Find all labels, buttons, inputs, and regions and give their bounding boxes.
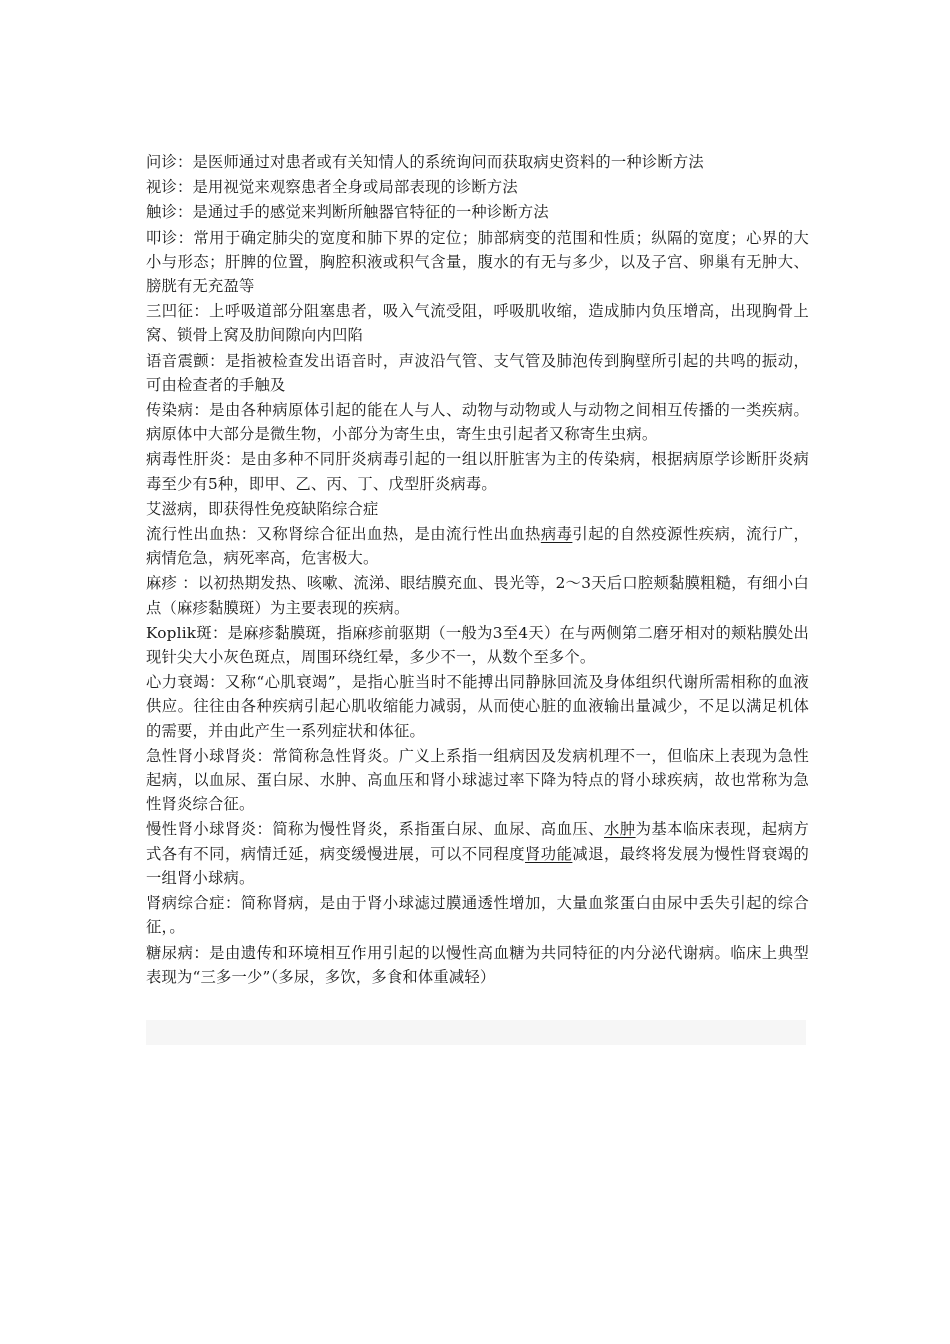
paragraph-text: 麻疹 ：以初热期发热、咳嗽、流涕、眼结膜充血、畏光等，2～3天后口腔颊黏膜粗糙，有细小白点（麻疹黏膜斑）为主要表现的疾病。 (146, 574, 809, 617)
paragraph-text: 视诊：是用视觉来观察患者全身或局部表现的诊断方法 (146, 178, 518, 197)
paragraph-text: 糖尿病：是由遗传和环境相互作用引起的以慢性高血糖为共同特征的内分泌代谢病。临床上典型表现为“三多一少”（多尿，多饮，多食和体重减轻） (146, 943, 809, 986)
paragraph-text: Koplik斑：是麻疹黏膜斑，指麻疹前驱期（一般为3至4天）在与两侧第二磨牙相对的颊粘膜处出现针尖大小灰色斑点，周围环绕红晕，多少不一，从数个至多个。 (146, 623, 809, 667)
paragraph-text: 流行性出血热：又称肾综合征出血热，是由流行性出血热 (146, 525, 541, 544)
paragraph-text: 叩诊：常用于确定肺尖的宽度和肺下界的定位；肺部病变的范围和性质；纵隔的宽度；心界的大小与形态；肝脾的位置，胸腔积液或积气含量，腹水的有无与多少，以及子宫、卵巢有无肿大、膀胱有无充盈等 (146, 228, 809, 296)
paragraph-text: 三凹征：上呼吸道部分阻塞患者，吸入气流受阻，呼吸肌收缩，造成肺内负压增高，出现胸骨上窝、锁骨上窝及肋间隙向内凹陷 (146, 302, 809, 345)
paragraph (146, 621, 809, 669)
paragraph (146, 571, 809, 619)
underlined-term: 病毒 (540, 525, 573, 544)
footer-band (146, 1020, 806, 1045)
paragraph-text: 问诊：是医师通过对患者或有关知情人的系统询问而获取病史资料的一种诊断方法 (146, 153, 704, 171)
paragraph (146, 447, 809, 495)
paragraph-text: 为基本临床表现，起病方式各有不同，病情迁延，病变缓慢进展，可以不同程度 (146, 820, 809, 863)
paragraph (146, 226, 809, 299)
paragraph-text: 慢性肾小球肾炎：简称为慢性肾炎，系指蛋白尿、血尿、高血压、 (146, 820, 604, 839)
underlined-term: 水肿 (603, 820, 636, 839)
paragraph (146, 200, 809, 224)
paragraph (146, 522, 809, 570)
paragraph (146, 349, 809, 397)
paragraph (146, 299, 809, 347)
paragraph-text: 病毒性肝炎：是由多种不同肝炎病毒引起的一组以肝脏害为主的传染病，根据病原学诊断肝炎病毒至少有5种，即甲、乙、丙、丁、戊型肝炎病毒。 (146, 450, 809, 493)
underlined-term: 肾功能 (525, 844, 573, 863)
paragraph (146, 817, 809, 890)
paragraph (146, 891, 809, 939)
paragraph-text: 肾病综合症：简称肾病，是由于肾小球滤过膜通透性增加，大量血浆蛋白由尿中丢失引起的综合征，。 (146, 894, 809, 937)
paragraph (146, 175, 809, 199)
paragraph-text: 触诊：是通过手的感觉来判断所触器官特征的一种诊断方法 (146, 203, 549, 222)
paragraph-text: 引起的自然疫源性疾病，流行广，病情危急，病死率高，危害极大。 (146, 525, 809, 568)
paragraph (146, 941, 809, 989)
paragraph (146, 398, 809, 446)
paragraph (146, 744, 809, 817)
paragraph-text: 急性肾小球肾炎：常简称急性肾炎。广义上系指一组病因及发病机理不一，但临床上表现为急性起病，以血尿、蛋白尿、水肿、高血压和肾小球滤过率下降为特点的肾小球疾病，故也常称为急性肾炎综合征。 (146, 746, 809, 814)
paragraph-text: 语音震颤：是指被检查发出语音时，声波沿气管、支气管及肺泡传到胸壁所引起的共鸣的振动，可由检查者的手触及 (146, 351, 809, 394)
paragraph-text: 心力衰竭：又称“心肌衰竭”，是指心脏当时不能搏出同静脉回流及身体组织代谢所需相称的血液供应。往往由各种疾病引起心肌收缩能力减弱，从而使心脏的血液输出量减少，不足以满足机体的需要，并由此产生一系列症状和体征。 (146, 673, 809, 740)
paragraph-text: 艾滋病，即获得性免疫缺陷综合症 (146, 499, 379, 518)
document-body (146, 150, 809, 990)
paragraph-text: 传染病：是由各种病原体引起的能在人与人、动物与动物或人与动物之间相互传播的一类疾病。病原体中大部分是微生物，小部分为寄生虫，寄生虫引起者又称寄生虫病。 (146, 401, 809, 444)
paragraph-text: 减退，最终将发展为慢性肾衰竭的一组肾小球病。 (146, 844, 809, 887)
paragraph (146, 150, 809, 174)
paragraph (146, 497, 809, 521)
paragraph (146, 670, 809, 743)
